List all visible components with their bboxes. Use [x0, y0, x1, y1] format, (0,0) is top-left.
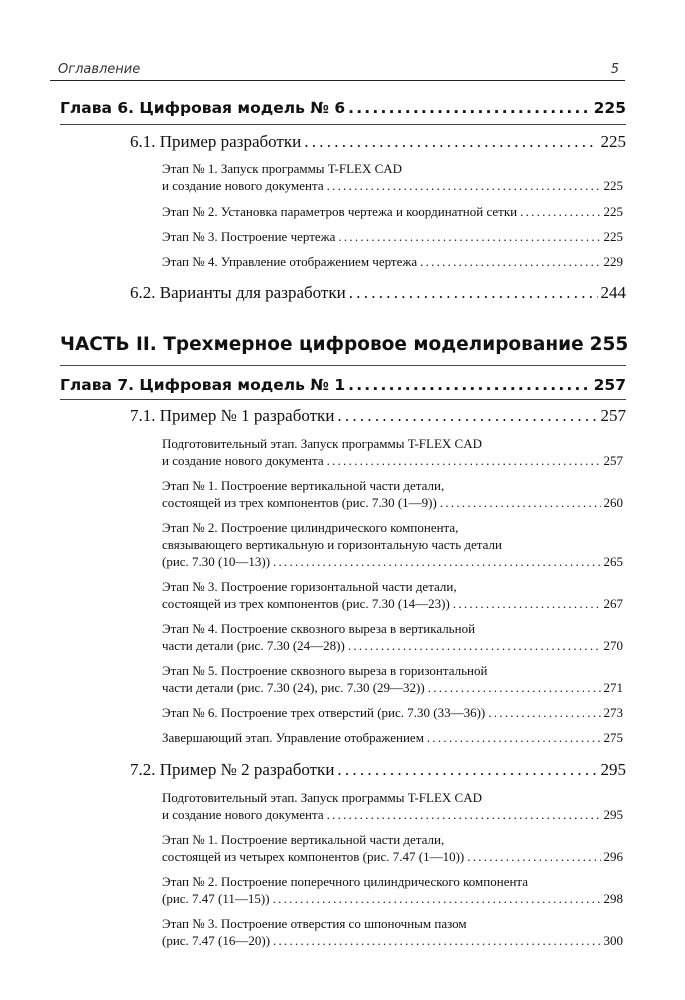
- toc-step[interactable]: состоящей из трех компонентов (рис. 7.30 (1—9)) . . . 260: [162, 495, 623, 511]
- dot-leader: [348, 376, 591, 394]
- dot-leader: [273, 554, 600, 570]
- toc-page: 295: [600, 760, 626, 779]
- toc-page: 296: [603, 849, 623, 864]
- toc-step-line: Этап № 1. Построение вертикальной части детали,: [162, 478, 445, 493]
- dot-leader: [427, 730, 601, 746]
- dot-leader: [327, 453, 601, 469]
- dot-leader: [349, 283, 598, 303]
- toc-step-line: Этап № 5. Построение сквозного выреза в горизонтальной: [162, 663, 488, 678]
- toc-page: 255: [589, 334, 629, 355]
- toc-part-2[interactable]: ЧАСТЬ II. Трехмерное цифровое моделирование 255: [60, 334, 629, 355]
- toc-page: 257: [593, 376, 626, 394]
- toc-section-7-2[interactable]: 7.2. Пример № 2 разработки . . . 295: [130, 760, 626, 780]
- running-header: [50, 60, 625, 81]
- dot-leader: [348, 99, 591, 117]
- dot-leader: [304, 132, 597, 152]
- toc-step-line: Этап № 1. Построение вертикальной части детали,: [162, 832, 445, 847]
- toc-step-line: Этап № 3. Построение отверстия со шпоночным пазом: [162, 916, 467, 931]
- toc-page: 267: [603, 596, 623, 611]
- toc-page: 265: [603, 554, 623, 569]
- toc-step[interactable]: состоящей из четырех компонентов (рис. 7.47 (1—10)) . . . 296: [162, 849, 623, 865]
- toc-step[interactable]: части детали (рис. 7.30 (24—28)) . . . 270: [162, 638, 623, 654]
- toc-step[interactable]: Этап № 2. Установка параметров чертежа и координатной сетки . . . 225: [162, 204, 623, 220]
- toc-step[interactable]: Этап № 4. Управление отображением чертежа . . . 229: [162, 254, 623, 270]
- toc-step[interactable]: (рис. 7.47 (16—20)) . . . 300: [162, 933, 623, 949]
- running-header-section: Оглавление: [58, 62, 141, 77]
- page-number: 5: [610, 62, 619, 77]
- toc-page: 229: [603, 254, 623, 269]
- divider: [60, 365, 626, 366]
- toc-step-line: связывающего вертикальную и горизонтальную часть детали: [162, 537, 502, 552]
- toc-page: 298: [603, 891, 623, 906]
- toc-page: 273: [603, 705, 623, 720]
- dot-leader: [467, 849, 600, 865]
- dot-leader: [273, 933, 600, 949]
- toc-section-6-1[interactable]: 6.1. Пример разработки . . . 225: [130, 132, 626, 152]
- toc-step[interactable]: Завершающий этап. Управление отображением . . . 275: [162, 730, 623, 746]
- toc-step-line: Этап № 2. Построение цилиндрического компонента,: [162, 520, 459, 535]
- toc-page: 275: [603, 730, 623, 745]
- dot-leader: [273, 891, 601, 907]
- dot-leader: [453, 596, 601, 612]
- toc-page: 225: [600, 132, 626, 151]
- toc-step-line: Этап № 1. Запуск программы T-FLEX CAD: [162, 161, 403, 176]
- toc-page: 295: [603, 807, 623, 822]
- toc-step-line: Подготовительный этап. Запуск программы T-FLEX CAD: [162, 436, 482, 451]
- toc-page: 270: [603, 638, 623, 653]
- dot-leader: [440, 495, 601, 511]
- toc-step-line: Этап № 4. Построение сквозного выреза в вертикальной: [162, 621, 476, 636]
- toc-page: 225: [603, 178, 623, 193]
- toc-section-7-1[interactable]: 7.1. Пример № 1 разработки . . . 257: [130, 406, 626, 426]
- toc-chapter-7[interactable]: Глава 7. Цифровая модель № 1 . . . 257: [60, 376, 626, 394]
- toc-page: 260: [603, 495, 623, 510]
- dot-leader: [337, 406, 597, 426]
- toc-step[interactable]: и создание нового документа . . . 225: [162, 178, 623, 194]
- toc-step-line: Подготовительный этап. Запуск программы T-FLEX CAD: [162, 790, 482, 805]
- toc-step[interactable]: части детали (рис. 7.30 (24), рис. 7.30 (29—32)) . . . 271: [162, 680, 623, 696]
- toc-step[interactable]: (рис. 7.47 (11—15)) . . . 298: [162, 891, 623, 907]
- dot-leader: [338, 229, 600, 245]
- dot-leader: [420, 254, 600, 270]
- toc-page: 244: [600, 283, 626, 302]
- dot-leader: [348, 638, 601, 654]
- toc-page: 225: [603, 204, 623, 219]
- toc-page: 300: [603, 933, 623, 948]
- toc-step[interactable]: Этап № 3. Построение чертежа . . . 225: [162, 229, 623, 245]
- toc-step[interactable]: и создание нового документа . . . 295: [162, 807, 623, 823]
- dot-leader: [327, 807, 601, 823]
- toc-step[interactable]: Этап № 6. Построение трех отверстий (рис. 7.30 (33—36)) . . . 273: [162, 705, 623, 721]
- dot-leader: [488, 705, 600, 721]
- dot-leader: [327, 178, 601, 194]
- dot-leader: [428, 680, 601, 696]
- toc-step[interactable]: (рис. 7.30 (10—13)) . . . 265: [162, 554, 623, 570]
- toc-section-6-2[interactable]: 6.2. Варианты для разработки . . . 244: [130, 283, 626, 303]
- dot-leader: [337, 760, 597, 780]
- dot-leader: [520, 204, 600, 220]
- toc-step[interactable]: и создание нового документа . . . 257: [162, 453, 623, 469]
- toc-step[interactable]: состоящей из трех компонентов (рис. 7.30 (14—23)) . . . 267: [162, 596, 623, 612]
- toc-page: 257: [600, 406, 626, 425]
- toc-page: 225: [593, 99, 626, 117]
- divider: [60, 399, 626, 400]
- toc-step-line: Этап № 3. Построение горизонтальной части детали,: [162, 579, 457, 594]
- toc-step-line: Этап № 2. Построение поперечного цилиндрического компонента: [162, 874, 529, 889]
- toc-chapter-6[interactable]: Глава 6. Цифровая модель № 6 . . . 225: [60, 99, 626, 117]
- toc-page: 225: [603, 229, 623, 244]
- toc-page: 257: [603, 453, 623, 468]
- divider: [60, 124, 626, 125]
- toc-page: 271: [603, 680, 623, 695]
